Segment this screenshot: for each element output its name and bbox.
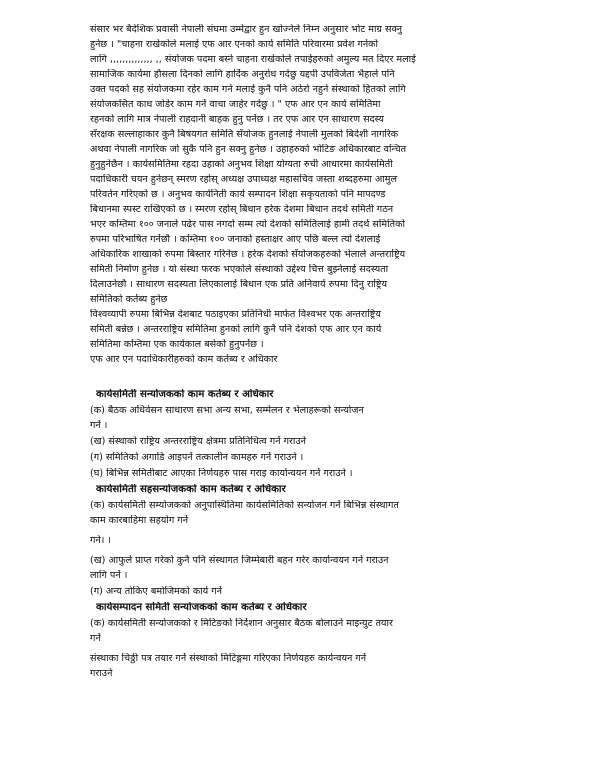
body-text-line: अथवा नेपाली नागरिक जो सुकै पनि हुन सक्नु हुनेछ । उहाहरुको भोटिङ अधिकारबाट वन्चित: [90, 144, 407, 155]
body-text-line: रहनको लागि मात्र नेपाली राहदानी बाहक हुनु पर्नेछ । तर एफ आर एन साधारण सदस्य: [90, 114, 384, 125]
body-text-line: विश्वव्यापी रुपमा बिभिन्न देशबाट पठाइएका प्रतिनिधी मार्फत विश्वभर एक अन्तराष्ट्रिय: [90, 309, 381, 320]
body-text-line: भएर कम्तिमा १०० जनाले पढेर पास नगर्दा सम्म त्यो देशको समितिलाई हामी तदर्थ समितिको: [90, 219, 405, 230]
list-item: (ग) अन्य तोकिए बमोजिमको कार्य गर्ने: [90, 586, 223, 597]
section-heading: कार्यसम्पादन समिती सन्योजकको काम कर्तब्य र अधिकार: [96, 602, 307, 613]
list-item: (ग) समितिको अगाडि आइपर्ने तत्कालीन कामहरु गर्ने गराउने ।: [90, 452, 304, 463]
body-text-line: बिधानमा स्पस्ट राखिएको छ । स्मरण रहोस् बिधान हरेक देशमा बिधान तदर्थ समिती गठन: [90, 204, 394, 215]
body-text-line: रुपमा परिभाषित गर्नेछौ । कम्तिमा १०० जनाको हस्ताक्षर आए पछि बल्ल त्यो देशलाई: [90, 234, 381, 245]
body-text-line: सँरक्षक सल्लाहाकार कुनै बिषयगत समिति सँयोजक हुनलाई नेपाली मुलको बिदेशी नागरिक: [90, 129, 399, 140]
body-text-line: संयोजकसित काध जोडेर काम गर्ने वाचा जाहेर गर्दछु । " एफ आर एन कार्य समितिमा: [90, 99, 381, 110]
section-heading: कार्यसमिती सन्योजकको काम कर्तब्य र अधिकार: [96, 389, 274, 400]
body-text-line: परिवर्तन गरिएको छ । अनुभव कार्यनिती कार्य सम्पादन शिक्षा सकृयताको पनि मापदण्ड: [90, 189, 386, 200]
list-item: (ख) आफुले प्राप्त गरेको कुनै पनि संस्थागत जिम्मेबारी बहन गरेर कार्यान्वयन गर्न गराउन: [90, 555, 389, 566]
body-text-line: समिती निर्माण हुनेछ । यो संस्था फरक भएकोले संस्थाको उद्देश्य चित्त बुझ्नेलाई सदस्यता: [90, 264, 389, 275]
body-text-line: एफ आर एन पदाधिकारीहरुको काम कर्तब्य र अधिकार: [90, 354, 278, 365]
list-item-continuation: गर्ने: [90, 633, 101, 644]
list-item: (क) बैठक अधिवेसन साधारण सभा अन्य सभा, सम्मेलन र भेलाहरूको सन्योजन: [90, 405, 364, 416]
section-heading: कार्यसमिती सहसन्योजकको काम कर्तब्य र अधिकार: [96, 484, 286, 495]
body-text-line: हुनुहुनेछैन । कार्यसमितिमा रहदा उहाको अनुभव शिक्षा योग्यता रुची आधारमा कार्यसमिती: [90, 159, 393, 170]
body-text-line: लागि ,,,,,,,,,,,,,, ,, संयोजक पदमा बस्ने चाहना राखेकोले तपाईहरुको अमुल्य मत दिएर मलाई: [90, 54, 416, 65]
list-item: (ख) संस्थाको राष्ट्रिय अन्तरराष्ट्रिय क्षेत्रमा प्रतिनिधित्व गर्ने गराउने: [90, 436, 306, 447]
body-text-line: समितिको कर्तब्य हुनेछ: [90, 294, 168, 305]
body-text-line: समिती बन्नेछ । अन्तरराष्ट्रिय समितिमा हुनको लागि कुनै पनि देशको एफ आर एन कार्य: [90, 324, 382, 335]
body-text-line: संसार भर बैदेशिक प्रवासी नेपाली संघमा उम्मेद्वार हुन खोज्नेले निम्न अनुसार भोट माग्र सक्नु: [90, 24, 403, 35]
body-text-line: पदाधिकारी चयन हुनेछन् स्मरण रहोस् अध्यक्ष उपाध्यक्ष महासचिव जस्ता शब्दहरुमा आमुल: [90, 174, 397, 185]
list-item-continuation: गर्ने ।: [90, 420, 108, 431]
body-text-line: उक्त पदको सह संयोजकमा रहेर काम गर्न मलाई कुनै पनि अठेरो नहुने संस्थाको हितको लागि: [90, 84, 406, 95]
body-text-line: गराउने: [90, 668, 113, 679]
body-text-line: समितिमा कम्तिमा एक कार्यकाल बसेको हुनुपर्नेछ ।: [90, 339, 264, 350]
body-text-line: हुनेछ । "चाहना राखेकोले मलाई एफ आर एनको कार्य समिति परिवारमा प्रवेश गर्नको: [90, 39, 379, 50]
body-text-line: सामाजिक कार्यमा हौसला दिनको लागि हार्दिक अनुरोध गर्दछु यद्दपी उपविजेता भैहाले पनि: [90, 69, 395, 80]
list-item: (क) कार्यसमिती सन्योजकको र मिटिङको निर्देशान अनुसार बैठक बोलाउने माइन्युट तयार: [90, 618, 393, 629]
body-text-line: संस्थाका चिठ्ठी पत्र तयार गर्ने संस्थाको मिटिङ्गमा गरिएका निर्णयहरु कार्यन्वयन गर्ने: [90, 653, 367, 664]
body-text-line: अधिकारिक शाखाको रुपमा बिस्तार गरिनेछ । हरेक देशको सँयोजकहरुको भेलाले अन्तराष्ट्रिय: [90, 249, 406, 260]
list-item-continuation: काम कारबाहिमा सहयोग गर्ने: [90, 515, 189, 526]
list-item: (घ) बिभिन्न समितीबाट आएका निर्णयहरु पास गराइ कार्यान्वयन गर्ने गराउने ।: [90, 468, 353, 479]
list-item: (क) कार्यसमिती सम्योजकको अनुपास्थितिमा कार्यसमितिको सन्योजन गर्ने बिभिन्न संस्थागत: [90, 500, 399, 511]
body-text-line: दिलाउनेछौ । साधारण सदस्यता लिएकालाई बिधान एक प्रति अनिवार्य रुपमा दिनु राष्ट्रिय: [90, 279, 388, 290]
list-item-continuation: गने। ।: [90, 535, 112, 546]
list-item-continuation: लागि पर्ने ।: [90, 570, 128, 581]
